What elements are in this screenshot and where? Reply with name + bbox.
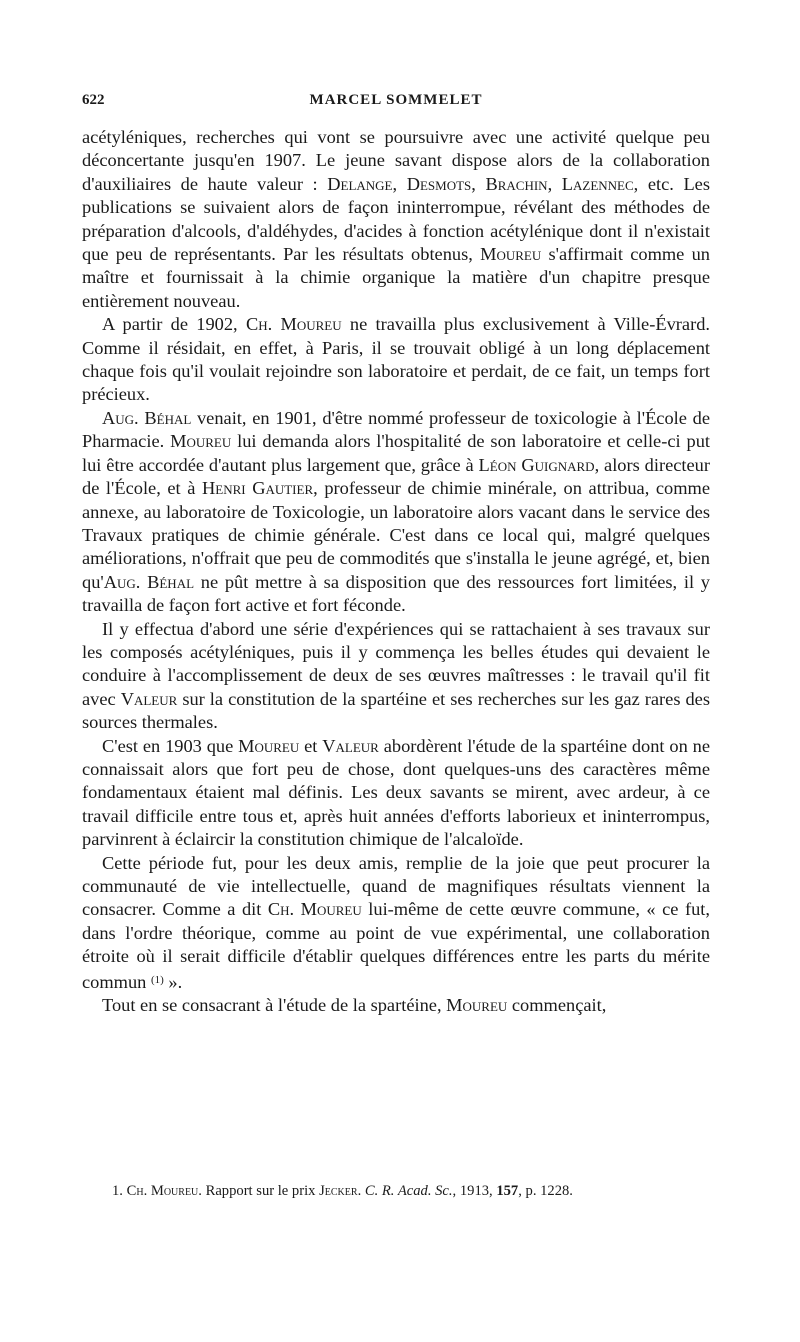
name-small-caps: Moureu bbox=[238, 735, 300, 756]
text-run: ». bbox=[163, 971, 183, 992]
name-small-caps: Aug. Béhal bbox=[103, 571, 195, 592]
name-small-caps: Desmots bbox=[406, 173, 472, 194]
name-small-caps: Ch. Moureu bbox=[126, 1183, 199, 1199]
text-run: Cette période fut, pour les deux amis, remplie de la joie que peut procurer la communauté de vie intellectuelle, quand de magnifiques résultats viennent la consacrer. Comme a dit bbox=[82, 852, 710, 920]
text-run: , etc. Les publications se suivaient alors de façon ininterrompue, révélant des méthodes de préparation d'alcools, d'aldéhydes, d'acides à fonction acétylénique dont il n'existait que peu de représentants. Par les résultats obtenus, bbox=[82, 173, 711, 265]
footnote-reference: (1) bbox=[150, 973, 164, 986]
volume-number: 157 bbox=[496, 1183, 519, 1199]
text-run: , alors directeur de l'École, et à bbox=[82, 454, 710, 499]
text-run: ne travailla plus exclusivement à Ville-Évrard. Comme il résidait, en effet, à Paris, il se trouvait obligé à un long déplacement chaque fois qu'il voulait rejoindre son laboratoire et perdait, de ce fait, un temps fort précieux. bbox=[82, 314, 710, 405]
text-run: Tout en se consacrant à l'étude de la spartéine, bbox=[102, 995, 447, 1016]
text-run: venait, en 1901, d'être nommé professeur de toxicologie à l'École de Pharmacie. bbox=[82, 407, 710, 452]
name-small-caps: Léon Guignard bbox=[478, 454, 595, 475]
text-run: . bbox=[357, 1183, 365, 1199]
paragraph bbox=[82, 313, 710, 407]
name-small-caps: Valeur bbox=[322, 735, 379, 756]
name-small-caps: Moureu bbox=[446, 995, 508, 1016]
name-small-caps: Jecker bbox=[319, 1183, 358, 1199]
name-small-caps: Ch. Moureu bbox=[245, 314, 342, 335]
name-small-caps: Henri Gautier bbox=[202, 478, 314, 499]
body-text bbox=[82, 126, 710, 1017]
journal-title: C. R. Acad. Sc. bbox=[364, 1183, 453, 1199]
running-title: MARCEL SOMMELET bbox=[309, 92, 483, 108]
paragraph bbox=[82, 852, 710, 994]
text-run: A partir de 1902, bbox=[102, 314, 246, 335]
footnote-marker: 1. bbox=[112, 1183, 123, 1199]
text-run: abordèrent l'étude de la spartéine dont on ne connaissait alors que fort peu de chose, dont quelques-uns des caractères même fondamentaux étaient mal définis. Les deux savants se mirent, avec ardeur, à ce travail difficile entre tous et, après huit années d'efforts laborieux et ininterrompus, parvinrent à éclaircir la constitution chimique de l'alcaloïde. bbox=[82, 735, 710, 850]
name-small-caps: Delange bbox=[327, 173, 393, 194]
text-run: , professeur de chimie minérale, on attribua, comme annexe, au laboratoire de Toxicologie, un laboratoire alors vacant dans le service des Travaux pratiques de chimie générale. C'est dans ce local qui, malgré quelques améliorations, n'offrait que peu de commodités que s'installa le jeune agrégé, et, bien qu' bbox=[82, 478, 711, 592]
text-run: ne pût mettre à sa disposition que des ressources fort limitées, il y travailla de façon fort active et fort féconde. bbox=[82, 571, 710, 616]
name-small-caps: Moureu bbox=[170, 431, 232, 452]
paragraph bbox=[82, 407, 710, 618]
name-small-caps: Brachin bbox=[485, 173, 548, 194]
text-run: commençait, bbox=[507, 995, 607, 1016]
name-small-caps: Aug. Béhal bbox=[102, 407, 192, 428]
name-small-caps: Ch. Moureu bbox=[267, 899, 362, 920]
name-small-caps: Valeur bbox=[120, 688, 178, 709]
text-run: lui demanda alors l'hospitalité de son laboratoire et celle-ci put lui être accordée d'autant plus largement que, grâce à bbox=[82, 431, 710, 475]
paragraph bbox=[82, 618, 710, 735]
name-small-caps: Moureu bbox=[480, 244, 542, 265]
text-run: sur la constitution de la spartéine et ses recherches sur les gaz rares des sources thermales. bbox=[82, 688, 710, 733]
page-header bbox=[82, 92, 710, 114]
text-run: s'affirmait comme un maître et fournissait à la chimie organique la matière d'un chapitre presque entièrement nouveau. bbox=[82, 244, 710, 311]
text-run: Il y effectua d'abord une série d'expériences qui se rattachaient à ses travaux sur les composés acétyléniques, puis il y commença les belles études qui devaient le conduire à l'accomplissement de deux de ses œuvres maîtresses : le travail qu'il fit avec bbox=[82, 618, 710, 709]
text-run: , bbox=[392, 173, 407, 194]
text-run: lui-même de cette œuvre commune, « ce fut, dans l'ordre théorique, comme au point de vue expérimental, une collaboration étroite où il serait difficile d'établir quelques différences entre les parts du mérite commun bbox=[82, 899, 710, 992]
text-run: . Rapport sur le prix bbox=[198, 1183, 320, 1199]
page-number: 622 bbox=[82, 92, 105, 108]
text-run: , p. 1228. bbox=[518, 1183, 573, 1199]
text-run: et bbox=[299, 735, 323, 756]
text-run: , 1913, bbox=[452, 1183, 497, 1199]
name-small-caps: Lazennec bbox=[561, 173, 634, 194]
text-run: acétyléniques, recherches qui vont se poursuivre avec une activité quelque peu déconcertante jusqu'en 1907. Le jeune savant dispose alors de la collaboration d'auxiliaires de haute valeur : bbox=[82, 127, 710, 194]
footnote bbox=[82, 1182, 710, 1200]
text-run: C'est en 1903 que bbox=[102, 735, 239, 756]
paragraph bbox=[82, 994, 710, 1017]
text-run: , bbox=[471, 173, 486, 194]
text-run: , bbox=[547, 173, 562, 194]
paragraph bbox=[82, 735, 710, 852]
paragraph bbox=[82, 126, 710, 313]
